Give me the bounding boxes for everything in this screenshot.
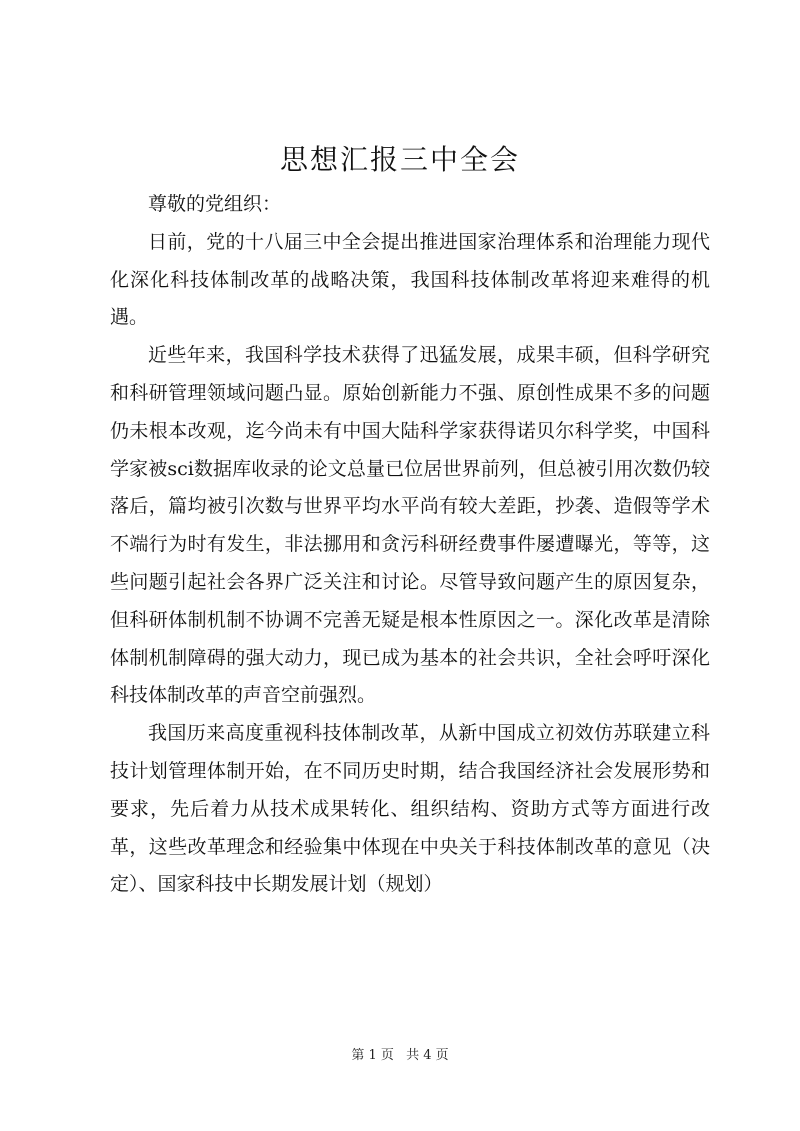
page-footer bbox=[0, 1047, 800, 1065]
paragraph-3: 我国历来高度重视科技体制改革，从新中国成立初效仿苏联建立科技计划管理体制开始，在不同历史时期，结合我国经济社会发展形势和要求，先后着力从技术成果转化、组织结构、资助方式等方面进行改革，这些改革理念和经验集中体现在中央关于科技体制改革的意见（决定）、国家科技中长期发展计划（规划） bbox=[110, 722, 710, 896]
paragraph-1: 日前，党的十八届三中全会提出推进国家治理体系和治理能力现代化深化科技体制改革的战略决策，我国科技体制改革将迎来难得的机遇。 bbox=[110, 230, 710, 329]
salutation: 尊敬的党组织： bbox=[148, 193, 282, 215]
page-total: 共 4 页 bbox=[406, 1048, 449, 1063]
document-title: 思想汇报三中全会 bbox=[279, 143, 520, 176]
document-body bbox=[110, 186, 710, 904]
paragraph-2: 近些年来，我国科学技术获得了迅猛发展，成果丰硕，但科学研究和科研管理领域问题凸显。原始创新能力不强、原创性成果不多的问题仍未根本改观，迄今尚未有中国大陆科学家获得诺贝尔科学奖，中国科学家被sci数据库收录的论文总量已位居世界前列，但总被引用次数仍较落后，篇均被引次数与世界平均水平尚有较大差距，抄袭、造假等学术不端行为时有发生，非法挪用和贪污科研经费事件屡遭曝光，等等，这些问题引起社会各界广泛关注和讨论。尽管导致问题产生的原因复杂，但科研体制机制不协调不完善无疑是根本性原因之一。深化改革是清除体制机制障碍的强大动力，现已成为基本的社会共识，全社会呼吁深化科技体制改革的声音空前强烈。 bbox=[110, 344, 710, 707]
page-number: 第 1 页 bbox=[351, 1048, 394, 1063]
